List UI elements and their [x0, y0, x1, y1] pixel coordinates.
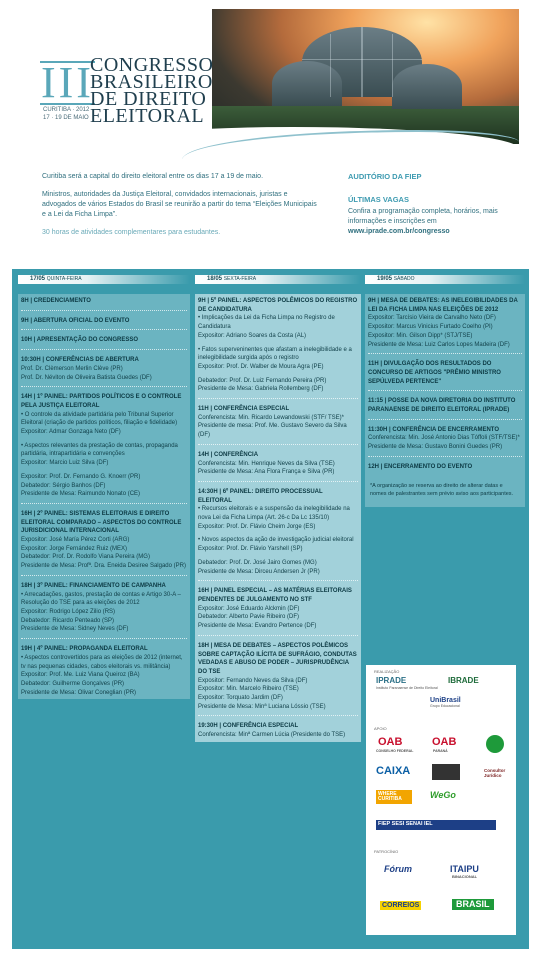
day-program	[365, 294, 525, 507]
event-detail: • Implicações da Lei da Ficha Limpa no Registro de Candidatura	[198, 315, 335, 331]
day-header	[18, 275, 190, 284]
event-detail: Prof. Dr. Néviton de Oliveira Batista Guedes (DF)	[21, 374, 152, 381]
event-heading: 16H | 2º PAINEL: SISTEMAS ELEITORAIS E DIREITO ELEITORAL COMPARADO – ASPECTOS DO CONTROLE JURISDICIONAL INTERNACIONAL	[21, 510, 182, 535]
event-detail: Expositor: Fernando Neves da Silva (DF)	[198, 677, 308, 684]
event-detail: Presidente de Mesa: Evandro Pertence (DF)	[198, 623, 317, 630]
realizacao-label: REALIZAÇÃO	[374, 669, 400, 674]
ibrade-logo: IBRADE	[448, 676, 479, 685]
event-heading: 11H | DIVULGAÇÃO DOS RESULTADOS DO CONCURSO DE ARTIGOS "PRÊMIO MINISTRO SEPÚLVEDA PERTENCE"	[368, 361, 501, 385]
day-header	[365, 275, 525, 284]
oab-federal-logo: OAB	[378, 736, 403, 748]
info-text	[348, 207, 518, 237]
consultor-juridico-logo: Consultor Jurídico	[484, 768, 506, 778]
title-line-2: BRASILEIRO	[90, 71, 213, 93]
event-heading: 14H | 1º PAINEL: PARTIDOS POLÍTICOS E O CONTROLE PELA JUSTIÇA ELEITORAL	[21, 394, 182, 409]
event-heading: 12H | ENCERRAMENTO DO EVENTO	[368, 463, 473, 470]
event-detail: Expositor: José María Pérez Corti (ARG)	[21, 537, 130, 544]
event-detail: Expositor: Prof. Dr. Walber de Moura Agra (PE)	[198, 363, 324, 370]
event-detail: Debatedor: Prof. Dr. Rodolfo Viana Pereira (MG)	[21, 554, 150, 561]
event-divider	[198, 398, 358, 399]
event-detail: Expositor: Marcus Vinicius Furtado Coelho (PI)	[368, 324, 493, 331]
event-divider	[198, 444, 358, 445]
roman-numeral: III	[41, 58, 94, 107]
intro-text	[42, 172, 322, 246]
event-divider	[368, 419, 522, 420]
event-detail: Debatedor: Alberto Pavie Ribeiro (DF)	[198, 614, 300, 621]
itaipu-logo: ITAIPU	[450, 864, 479, 874]
event-heading: 11H | CONFERÊNCIA ESPECIAL	[198, 406, 290, 413]
itaipu-subtitle: BINACIONAL	[452, 874, 478, 879]
event-detail: Presidente de Mesa: Dirceu Andersen Jr (PR)	[198, 568, 320, 575]
event-divider	[198, 481, 358, 482]
venue-heading: AUDITÓRIO DA FIEP	[348, 172, 422, 181]
program-event	[21, 314, 187, 328]
event-detail: Conferencista: Minª Carmen Lúcia (Presidente do TSE)	[198, 732, 346, 739]
program-event	[21, 353, 187, 384]
event-divider	[198, 580, 358, 581]
event-detail: Prof. Dr. Clèmerson Merlin Clève (PR)	[21, 365, 123, 372]
event-detail: Expositor: Prof. Me. Luiz Viana Queiroz (BA)	[21, 672, 140, 679]
event-detail: Expositor: Admar Gonzaga Neto (DF)	[21, 429, 121, 436]
event-heading: 19:30H | CONFERÊNCIA ESPECIAL	[198, 723, 299, 730]
program-event	[198, 402, 358, 442]
seal-icon	[486, 735, 504, 753]
event-detail: Presidente de Mesa: Olivar Coneglian (PR)	[21, 689, 137, 696]
event-heading: 19H | 4º PAINEL: PROPAGANDA ELEITORAL	[21, 646, 148, 653]
patrocinio-label: PATROCÍNIO	[374, 849, 399, 854]
sponsors-panel	[366, 665, 516, 935]
event-detail: Presidente de Mesa: Minª Luciana Lóssio (TSE)	[198, 703, 326, 710]
event-detail: Presidente de Mesa: Gustavo Bonini Guedes (PR)	[368, 444, 503, 451]
day-header	[195, 275, 361, 284]
event-detail: Expositor: Min. Gilson Dipp* (STJ/TSE)	[368, 332, 473, 339]
day-weekday: SÁBADO	[393, 276, 415, 282]
event-detail: Presidente de Mesa: Sidney Neves (DF)	[21, 626, 129, 633]
event-divider	[198, 715, 358, 716]
info-panel	[348, 172, 518, 237]
event-detail: Presidente de Mesa: Gabriela Rollemberg (DF)	[198, 386, 324, 393]
event-detail: Debatedor: Sérgio Banhos (DF)	[21, 482, 106, 489]
intro-paragraph-2: Ministros, autoridades da Justiça Eleitoral, convidados internacionais, juristas e advogados de vários Estados do Brasil se reunirão a partir do tema “Eleições Municipais e a Lei da Ficha Limpa”.	[42, 191, 317, 218]
event-divider	[198, 635, 358, 636]
title-line-4: ELEITORAL	[90, 105, 205, 127]
event-heading: 9H | 5º PAINEL: ASPECTOS POLÊMICOS DO REGISTRO DE CANDIDATURA	[198, 298, 358, 313]
event-detail: • Arrecadações, gastos, prestação de contas e Artigo 30-A – Resolução do TSE para as eleições de 2012	[21, 591, 181, 607]
day-program	[195, 294, 361, 742]
program-event	[21, 642, 187, 699]
event-detail: • O controle da atividade partidária pelo Tribunal Superior Eleitoral (criação de partidos políticos, filiação e fidelidade)	[21, 411, 178, 427]
oab-federal-subtitle: CONSELHO FEDERAL	[376, 749, 414, 753]
event-detail: Expositor: Min. Marcelo Ribeiro (TSE)	[198, 686, 299, 693]
botanical-garden-photo	[212, 9, 519, 144]
day-program	[18, 294, 190, 699]
city-year: CURITIBA · 2012	[43, 107, 90, 113]
unibrasil-subtitle: Grupo Educacional	[430, 704, 460, 708]
program-event	[21, 333, 187, 347]
event-detail: Presidente de Mesa: Luiz Carlos Lopes Madeira (DF)	[368, 341, 510, 348]
wego-logo: WeGo	[430, 790, 456, 800]
registration-link[interactable]: www.iprade.com.br/congresso	[348, 228, 450, 235]
program-event	[198, 294, 358, 396]
info-description: Confira a programação completa, horários, mais informações e inscrições em	[348, 208, 498, 225]
event-detail: Conferencista: Min. Ricardo Lewandowski (STF/ TSE)*	[198, 414, 344, 421]
where-curitiba-logo: WHERE CURITIBA	[376, 790, 412, 804]
event-detail: Expositor: Prof. Dr. Flávio Yarshell (SP)	[198, 546, 303, 553]
event-detail: Debatedor: Ricardo Penteado (SP)	[21, 617, 115, 624]
day-column	[365, 275, 525, 507]
event-detail: Expositor: Torquato Jardim (DF)	[198, 695, 283, 702]
event-detail: Debatedor: Prof. Dr. Luiz Fernando Pereira (PR)	[198, 377, 327, 384]
building-icon	[432, 764, 460, 780]
program-event	[198, 448, 358, 479]
title-line-1: CONGRESSO	[90, 54, 214, 76]
title-line-3: DE DIREITO	[90, 88, 207, 110]
day-column	[195, 275, 361, 742]
event-detail: Conferencista: Min. José Antonio Dias Tóffoli (STF/TSE)*	[368, 435, 520, 442]
program-event	[21, 390, 187, 501]
event-heading: 9H | MESA DE DEBATES: AS INELEGIBILIDADES DA LEI DA FICHA LIMPA NAS ELEIÇÕES DE 2012	[368, 298, 518, 313]
program-event	[368, 394, 522, 416]
event-detail: Presidente de Mesa: Ana Flora França e Silva (PR)	[198, 469, 335, 476]
event-heading: 8H | CREDENCIAMENTO	[21, 298, 91, 304]
day-date: 17/05	[30, 276, 46, 282]
event-detail: Expositor: Tarcísio Vieira de Carvalho Neto (DF)	[368, 315, 496, 322]
event-heading: 11:30H | CONFERÊNCIA DE ENCERRAMENTO	[368, 426, 500, 433]
event-heading: 18H | 3º PAINEL: FINANCIAMENTO DE CAMPANHA	[21, 582, 166, 589]
congress-logo	[40, 41, 240, 141]
event-detail: Presidente de Mesa: Profª. Dra. Eneida Desiree Salgado (PR)	[21, 563, 186, 570]
event-divider	[368, 456, 522, 457]
intro-paragraph-1: Curitiba será a capital do direito eleitoral entre os dias 17 a 19 de maio.	[42, 173, 264, 180]
event-dates: 17 · 19 DE MAIO	[43, 115, 89, 121]
caixa-logo: CAIXA	[376, 765, 411, 777]
header-banner	[22, 9, 519, 159]
program-event	[368, 423, 522, 454]
event-heading: 14H | CONFERÊNCIA	[198, 451, 259, 458]
event-detail: • Recursos eleitorais e a suspensão da inelegibilidade na nova Lei da Ficha Limpa (Art. 26-c Da Lc 135/10)	[198, 506, 350, 522]
event-detail: Expositor: Prof. Dr. Flávio Cheim Jorge (ES)	[198, 523, 316, 530]
program-event	[198, 485, 358, 578]
event-detail: Debatedor: Guilherme Gonçalves (PR)	[21, 680, 125, 687]
day-date: 19/05	[377, 276, 393, 282]
event-heading: 18H | MESA DE DEBATES – ASPECTOS POLÊMICOS SOBRE CAPTAÇÃO ILÍCITA DE SUFRÁGIO, CONDUTAS VEDADAS E ABUSO DE PODER – JURISPRUDÊNCIA DO TSE	[198, 642, 357, 675]
iprade-subtitle: Instituto Paranaense de Direito Eleitoral	[376, 686, 438, 690]
day-column	[18, 275, 190, 699]
program-event	[368, 294, 522, 351]
event-heading: 9H | ABERTURA OFICIAL DO EVENTO	[21, 317, 130, 324]
event-heading: 10H | APRESENTAÇÃO DO CONGRESSO	[21, 337, 139, 344]
event-divider	[368, 353, 522, 354]
unibrasil-logo: UniBrasil	[430, 697, 461, 704]
event-detail: • Novos aspectos da ação de investigação judicial eleitoral	[198, 537, 354, 544]
event-detail: Expositor: Marcio Luiz Silva (DF)	[21, 460, 109, 467]
fiep-system-logo: FIEP SESI SENAI IEL	[376, 820, 496, 830]
correios-logo: CORREIOS	[382, 902, 420, 909]
event-heading: 10:30H | CONFERÊNCIAS DE ABERTURA	[21, 357, 139, 364]
event-detail: • Aspectos relevantes da prestação de contas, propaganda partidária, intrapartidária e convenções	[21, 442, 178, 458]
event-detail: Presidente de Mesa: Raimundo Nonato (CE)	[21, 491, 141, 498]
event-detail: Expositor: Adriano Soares da Costa (AL)	[198, 332, 307, 339]
program-event	[21, 294, 187, 308]
event-heading: 11:15 | POSSE DA NOVA DIRETORIA DO INSTITUTO PARANAENSE DE DIREITO ELEITORAL (IPRADE)	[368, 398, 516, 414]
program-event	[198, 584, 358, 633]
program-event	[198, 639, 358, 714]
disclaimer-note: *A organização se reserva ao direito de alterar datas e nomes de palestrantes sem prévio aviso aos participantes.	[370, 482, 514, 498]
event-detail: Expositor: Prof. Dr. Fernando G. Knoerr (PR)	[21, 473, 141, 480]
day-weekday: SEXTA-FEIRA	[223, 276, 257, 282]
iprade-logo: IPRADE	[376, 676, 407, 685]
program-event	[21, 579, 187, 636]
oab-parana-logo: OAB	[432, 736, 457, 748]
program-event	[198, 719, 358, 741]
event-detail: Conferencista: Min. Henrique Neves da Silva (TSE)	[198, 460, 335, 467]
event-divider	[21, 329, 187, 330]
event-detail: • Aspectos controvertidos para as eleições de 2012 (internet, tv nas pequenas cidades, cabos eleitorais vs. militância)	[21, 654, 183, 670]
event-divider	[21, 386, 187, 387]
event-detail: Expositor: Rodrigo López Zilio (RS)	[21, 608, 116, 615]
intro-paragraph-3: 30 horas de atividades complementares para estudantes.	[42, 229, 221, 236]
event-divider	[21, 638, 187, 639]
event-detail: • Fatos superveninentes que afastam a inelegibilidade e a inelegibilidade surgida após o registro	[198, 346, 352, 362]
program-event	[368, 357, 522, 388]
event-divider	[21, 349, 187, 350]
apoio-label: APOIO	[374, 726, 387, 731]
governo-brasil-logo: BRASIL	[452, 899, 494, 910]
program-event	[21, 507, 187, 573]
day-weekday: QUINTA-FEIRA	[46, 276, 82, 282]
forum-logo: Fórum	[384, 864, 412, 874]
day-date: 18/05	[207, 276, 223, 282]
event-divider	[21, 310, 187, 311]
event-heading: 16H | PAINEL ESPECIAL – AS MATÉRIAS ELEITORAIS PENDENTES DE JULGAMENTO NO STF	[198, 588, 352, 603]
event-heading: 14:30H | 6º PAINEL: DIREITO PROCESSUAL ELEITORAL	[198, 488, 323, 504]
event-divider	[21, 503, 187, 504]
event-detail: Presidente de mesa: Prof. Me. Gustavo Severo da Silva (DF)	[198, 423, 347, 439]
oab-parana-subtitle: PARANÁ	[433, 749, 448, 753]
event-detail: Expositor: Jorge Fernández Ruiz (MEX)	[21, 545, 128, 552]
vagas-heading: ÚLTIMAS VAGAS	[348, 195, 409, 204]
program-event	[368, 460, 522, 474]
event-divider	[21, 575, 187, 576]
event-detail: Debatedor: Prof. Dr. José Jairo Gomes (MG)	[198, 559, 317, 566]
event-detail: Expositor: José Eduardo Alckmin (DF)	[198, 605, 300, 612]
event-divider	[368, 390, 522, 391]
